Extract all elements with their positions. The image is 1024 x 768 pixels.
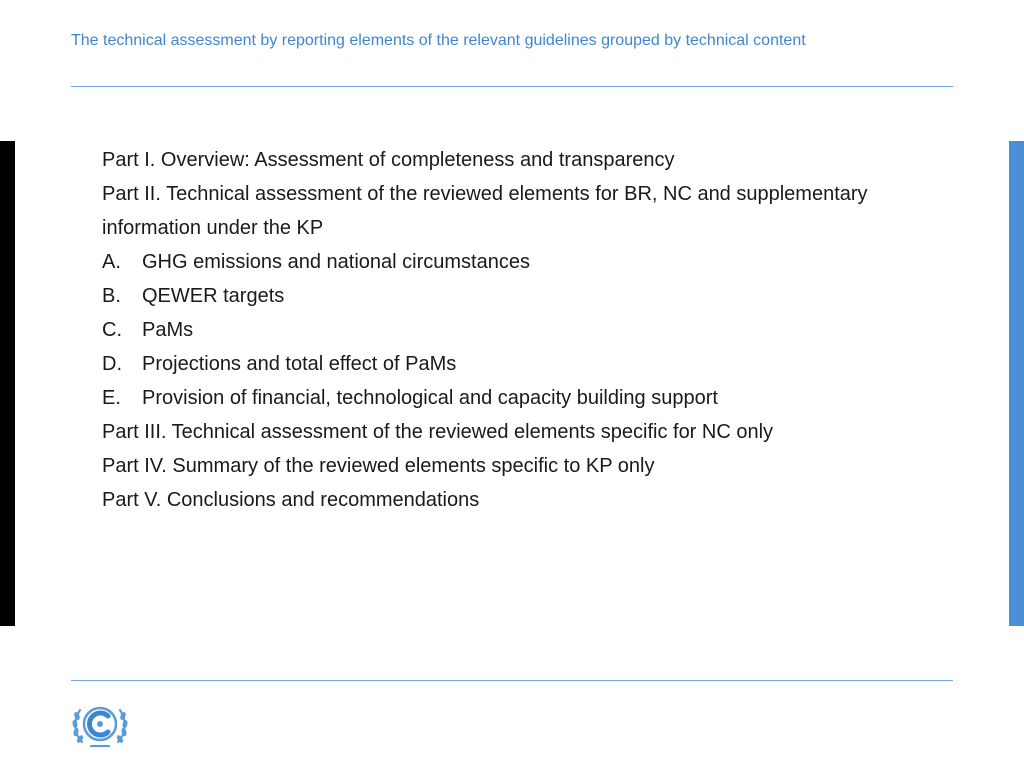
part-2-heading: Part II. Technical assessment of the reviewed elements for BR, NC and supplementary <box>102 183 868 205</box>
list-item-letter: B. <box>102 285 121 307</box>
list-item <box>102 313 942 347</box>
list-item-text: Provision of financial, technological and capacity building support <box>142 387 718 409</box>
list-item-letter: E. <box>102 387 121 409</box>
right-accent-bar <box>1009 141 1024 626</box>
part-1-heading: Part I. Overview: Assessment of completeness and transparency <box>102 149 675 171</box>
list-item-text: QEWER targets <box>142 285 285 307</box>
list-item <box>102 381 942 415</box>
left-accent-bar <box>0 141 15 626</box>
list-item-text: GHG emissions and national circumstances <box>142 251 530 273</box>
list-item-text: PaMs <box>142 319 194 341</box>
slide-title: The technical assessment by reporting elements of the relevant guidelines grouped by technical content <box>71 32 806 49</box>
list-item-letter: D. <box>102 353 122 375</box>
part-3-heading: Part III. Technical assessment of the reviewed elements specific for NC only <box>102 421 774 443</box>
list-item-letter: C. <box>102 319 122 341</box>
bottom-divider <box>71 680 953 681</box>
part-4-heading: Part IV. Summary of the reviewed elements specific to KP only <box>102 455 655 477</box>
list-item <box>102 279 942 313</box>
part-5-heading: Part V. Conclusions and recommendations <box>102 489 480 511</box>
list-item-text: Projections and total effect of PaMs <box>142 353 457 375</box>
list-item <box>102 245 942 279</box>
top-divider <box>71 86 953 87</box>
list-item-letter: A. <box>102 251 121 273</box>
outline-list <box>102 143 942 517</box>
part-2-heading-continued: information under the KP <box>102 217 324 239</box>
unfccc-logo-icon <box>68 698 132 752</box>
list-item <box>102 347 942 381</box>
